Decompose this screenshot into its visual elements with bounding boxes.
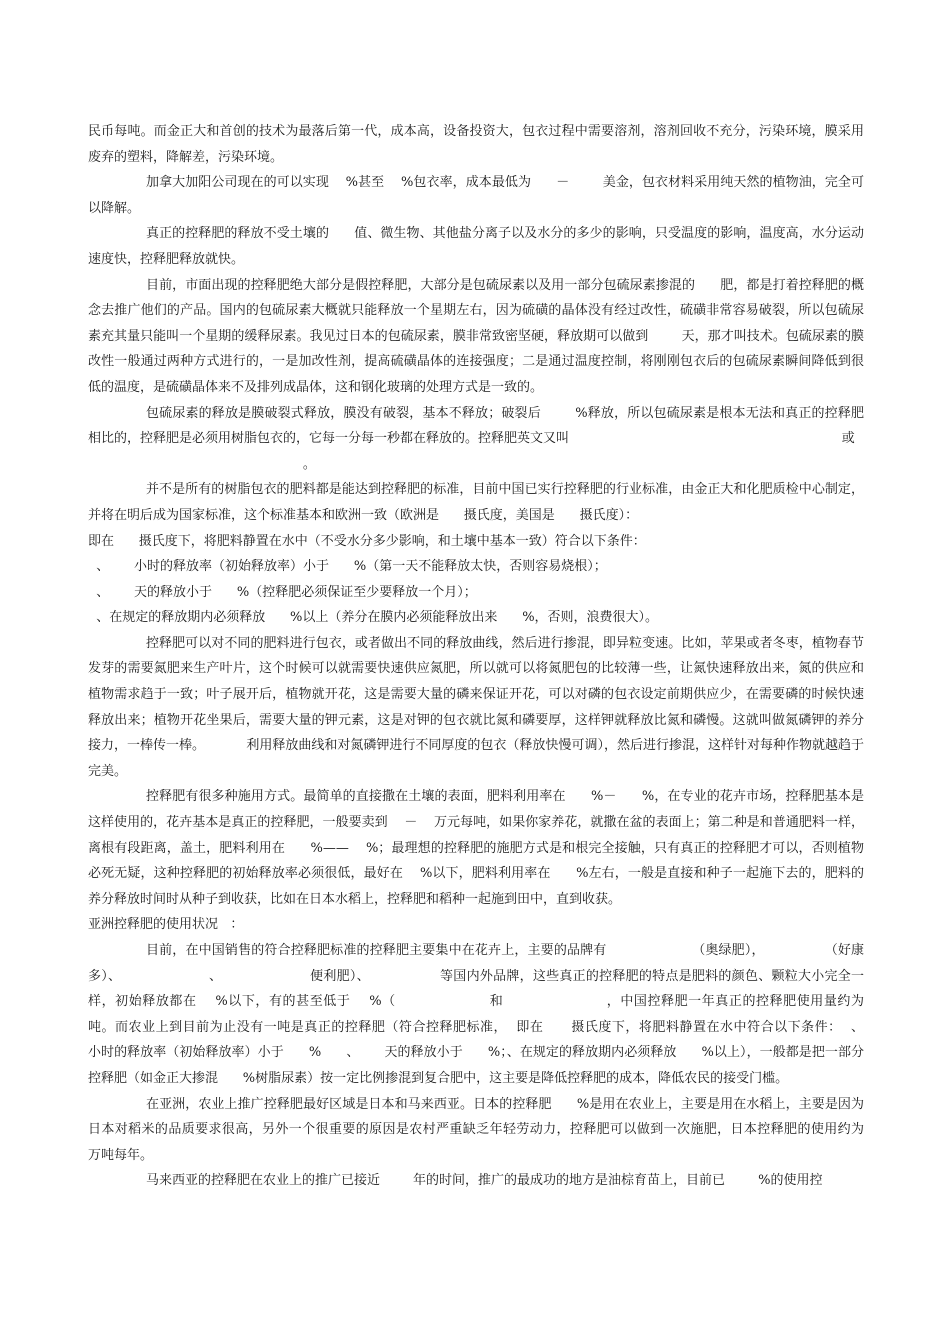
list-item: 、 小时的释放率（初始释放率）小于 %（第一天不能释放太快，否则容易烧根）； (88, 559, 607, 575)
document-page (88, 119, 906, 1194)
paragraph: 即在 摄氏度下，将肥料静置在水中（不受水分多少影响，和土壤中基本一致）符合以下条件： (88, 533, 646, 549)
paragraph: 目前，市面出现的控释肥绝大部分是假控释肥，大部分是包硫尿素以及用一部分包硫尿素掺混的 肥，都是打着控释肥的概念去推广他们的产品。国内的包硫尿素大概就只能释放一个星期左右，因为硫磺的晶体没有经过改性，硫磺非常容易破裂，所以包硫尿素充其量只能叫一个星期的缓释尿素。我见过日本的包硫尿素，膜非常致密坚硬，释放期可以做到 天，那才叫技术。包硫尿素的膜改性一般通过两种方式进行的，一是加改性剂，提高硫磺晶体的连接强度；二是通过温度控制，将刚刚包衣后的包硫尿素瞬间降低到很低的温度，是硫磺晶体来不及排列成晶体，这和钢化玻璃的处理方式是一致的。 (88, 277, 864, 395)
list-item: 、 天的释放小于 %（控释肥必须保证至少要释放一个月）； (88, 584, 477, 600)
paragraph: 控释肥有很多种施用方式。最简单的直接撒在土壤的表面，肥料利用率在 %－ %，在专业的花卉市场，控释肥基本是这样使用的，花卉基本是真正的控释肥，一般要卖到 － 万元每吨，如果你家养花，就撒在盆的表面上；第二种是和普通肥料一样，离根有段距离，盖土，肥料利用在 %—— %；最理想的控释肥的施肥方式是和根完全接触，只有真正的控释肥才可以，否则植物必死无疑，这种控释肥的初始释放率必须很低，最好在 %以下，肥料利用率在 %左右，一般是直接和种子一起施下去的，肥料的养分释放时间时从种子到收获，比如在日本水稻上，控释肥和稻种一起施到田中，直到收获。 (88, 789, 864, 907)
list-item: 、在规定的释放期内必须释放 %以上（养分在膜内必须能释放出来 %，否则，浪费很大）。 (88, 610, 659, 626)
paragraph: 目前，在中国销售的符合控释肥标准的控释肥主要集中在花卉上，主要的品牌有 （奥绿肥）， （好康多）、 、 便利肥）、 等国内外品牌，这些真正的控释肥的特点是肥料的颜色、颗粒大小完全一样，初始释放都在 %以下，有的甚至低于 %（ 和 ，中国控释肥一年真正的控释肥使用量约为 吨。而农业上到目前为止没有一吨是真正的控释肥（符合控释肥标准， 即在 摄氏度下，将肥料静置在水中符合以下条件： 、 小时的释放率（初始释放率）小于 % 、 天的释放小于 %；、在规定的释放期内必须释放 %以上），一般都是把一部分控释肥（如金正大掺混 %树脂尿素）按一定比例掺混到复合肥中，这主要是降低控释肥的成本，降低农民的接受门槛。 (88, 943, 906, 1086)
section-heading: 亚洲控释肥的使用状况 ： (88, 917, 244, 933)
paragraph: 马来西亚的控释肥在农业上的推广已接近 年的时间，推广的最成功的地方是油棕育苗上，目前已 %的使用控 (146, 1173, 823, 1189)
paragraph: 民币每吨。而金正大和首创的技术为最落后第一代，成本高，设备投资大，包衣过程中需要溶剂，溶剂回收不充分，污染环境，膜采用废弃的塑料，降解差，污染环境。 (88, 124, 864, 165)
paragraph: 包硫尿素的释放是膜破裂式释放，膜没有破裂，基本不释放；破裂后 %释放，所以包硫尿素是根本无法和真正的控释肥相比的，控释肥是必须用树脂包衣的，它每一分每一秒都在释放的。控释肥英文又叫 或 。 (88, 405, 864, 472)
paragraph: 在亚洲，农业上推广控释肥最好区域是日本和马来西亚。日本的控释肥 %是用在农业上，主要是用在水稻上，主要是因为日本对稻米的品质要求很高，另外一个很重要的原因是农村严重缺乏年轻劳动力，控释肥可以做到一次施肥，日本控释肥的使用约为 万吨每年。 (88, 1096, 898, 1163)
paragraph: 并不是所有的树脂包衣的肥料都是能达到控释肥的标准，目前中国已实行控释肥的行业标准，由金正大和化肥质检中心制定，并将在明后成为国家标准，这个标准基本和欧洲一致（欧洲是 摄氏度，美国是 摄氏度）： (88, 482, 864, 523)
paragraph: 控释肥可以对不同的肥料进行包衣，或者做出不同的释放曲线，然后进行掺混，即异粒变速。比如，苹果或者冬枣，植物春节发芽的需要氮肥来生产叶片，这个时候可以就需要快速供应氮肥，所以就可以将氮肥包的比较薄一些，让氮快速释放出来，氮的供应和植物需求趋于一致；叶子展开后，植物就开花，这是需要大量的磷来保证开花，可以对磷的包衣设定前期供应少，在需要磷的时候快速释放出来；植物开花坐果后，需要大量的钾元素，这是对钾的包衣就比氮和磷要厚，这样钾就释放比氮和磷慢。这就叫做氮磷钾的养分接力，一棒传一棒。 利用释放曲线和对氮磷钾进行不同厚度的包衣（释放快慢可调），然后进行掺混，这样针对每种作物就越趋于完美。 (88, 635, 864, 779)
paragraph: 真正的控释肥的释放不受土壤的 值、微生物、其他盐分离子以及水分的多少的影响，只受温度的影响，温度高，水分运动速度快，控释肥释放就快。 (88, 226, 864, 267)
paragraph: 加拿大加阳公司现在的可以实现 %甚至 %包衣率，成本最低为 － 美金，包衣材料采用纯天然的植物油，完全可以降解。 (88, 175, 864, 216)
